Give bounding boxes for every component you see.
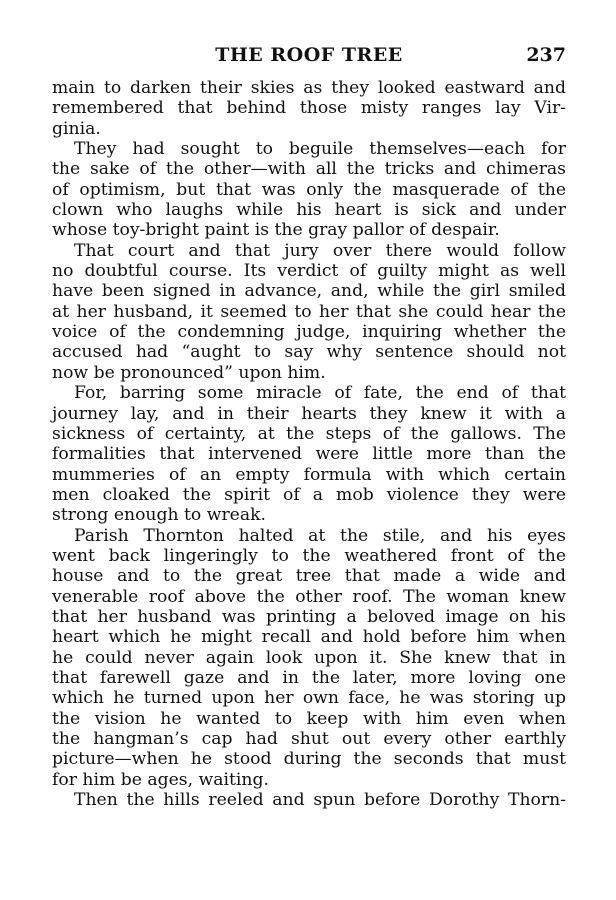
text-line: of optimism, but that was only the masquerade of the bbox=[52, 179, 566, 200]
text-line: formalities that intervened were little more than the bbox=[52, 444, 566, 465]
text-line: For, barring some miracle of fate, the end of that bbox=[74, 383, 566, 404]
text-line: voice of the condemning judge, inquiring whether the bbox=[52, 322, 566, 343]
text-line: the vision he wanted to keep with him even when bbox=[52, 708, 566, 729]
text-line: sickness of certainty, at the steps of the gallows. The bbox=[52, 423, 566, 444]
text-line: that her husband was printing a beloved image on his bbox=[52, 606, 566, 627]
text-line: at her husband, it seemed to her that she could hear the bbox=[52, 301, 566, 322]
text-line: Parish Thornton halted at the stile, and his eyes bbox=[74, 525, 566, 546]
page-number: 237 bbox=[526, 44, 566, 66]
text-line: went back lingeringly to the weathered front of the bbox=[52, 545, 566, 566]
body-text bbox=[52, 78, 566, 810]
running-head bbox=[52, 44, 566, 70]
text-line: remembered that behind those misty ranges lay Vir- bbox=[52, 98, 566, 119]
text-line: he could never again look upon it. She knew that in bbox=[52, 647, 566, 668]
text-line: They had sought to beguile themselves—each for bbox=[74, 139, 566, 160]
text-line: ginia. bbox=[52, 118, 101, 139]
text-line: venerable roof above the other roof. The woman knew bbox=[52, 586, 566, 607]
text-line: heart which he might recall and hold before him when bbox=[52, 627, 566, 648]
running-title: THE ROOF TREE bbox=[215, 44, 403, 66]
text-line: whose toy-bright paint is the gray pallor of despair. bbox=[52, 220, 500, 241]
text-line: for him be ages, waiting. bbox=[52, 769, 269, 790]
text-line: main to darken their skies as they looked eastward and bbox=[52, 78, 566, 98]
text-line: picture—when he stood during the seconds that must bbox=[52, 749, 566, 770]
text-line: no doubtful course. Its verdict of guilty might as well bbox=[52, 261, 566, 282]
text-line: have been signed in advance, and, while the girl smiled bbox=[52, 281, 566, 302]
text-line: men cloaked the spirit of a mob violence they were bbox=[52, 484, 566, 505]
text-line: accused had “aught to say why sentence should not bbox=[52, 342, 566, 363]
text-line: journey lay, and in their hearts they knew it with a bbox=[52, 403, 566, 424]
text-line: that farewell gaze and in the later, more loving one bbox=[52, 667, 566, 688]
text-line: now be pronounced” upon him. bbox=[52, 362, 326, 383]
text-line: the hangman’s cap had shut out every other earthly bbox=[52, 729, 566, 749]
text-line: Then the hills reeled and spun before Dorothy Thorn- bbox=[74, 790, 566, 811]
text-line: the sake of the other—with all the tricks and chimeras bbox=[52, 159, 566, 180]
text-line: which he turned upon her own face, he was storing up bbox=[52, 688, 566, 709]
text-line: house and to the great tree that made a wide and bbox=[52, 566, 566, 587]
text-line: strong enough to wreak. bbox=[52, 505, 266, 526]
text-line: clown who laughs while his heart is sick and under bbox=[52, 200, 566, 221]
text-line: mummeries of an empty formula with which certain bbox=[52, 464, 566, 485]
text-line: That court and that jury over there would follow bbox=[74, 240, 566, 261]
